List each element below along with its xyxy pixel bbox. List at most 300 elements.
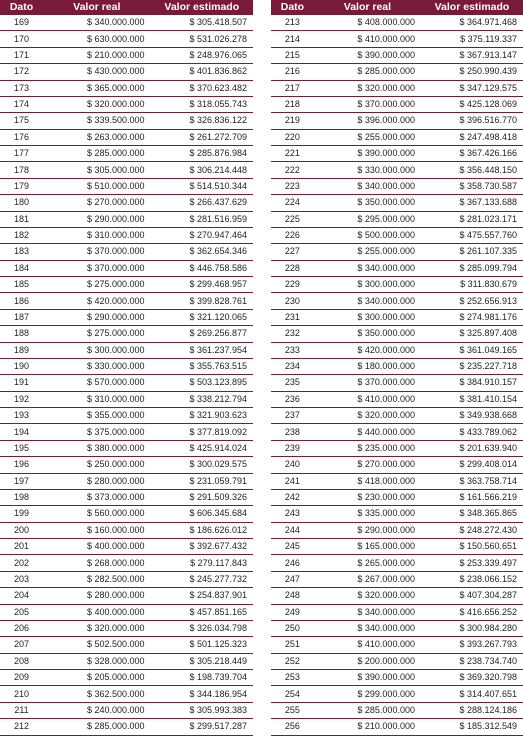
table-row bbox=[271, 358, 523, 374]
table-row bbox=[271, 489, 523, 505]
cell-valor-estimado: $ 501.125.323 bbox=[151, 637, 253, 653]
cell-dato: 228 bbox=[271, 260, 314, 276]
cell-valor-real: $ 200.000.000 bbox=[314, 653, 421, 669]
cell-valor-estimado: $ 457.851.165 bbox=[151, 604, 253, 620]
table-row bbox=[0, 702, 253, 718]
cell-valor-real: $ 320.000.000 bbox=[43, 96, 151, 112]
table-row bbox=[271, 309, 523, 325]
cell-valor-estimado: $ 248.272.430 bbox=[421, 522, 523, 538]
table-row bbox=[271, 653, 523, 669]
cell-valor-real: $ 290.000.000 bbox=[314, 522, 421, 538]
cell-valor-estimado: $ 250.990.439 bbox=[421, 64, 523, 80]
table-row bbox=[271, 719, 523, 735]
cell-valor-real: $ 310.000.000 bbox=[43, 227, 151, 243]
table-row bbox=[0, 571, 253, 587]
cell-dato: 199 bbox=[0, 506, 43, 522]
cell-dato: 192 bbox=[0, 391, 43, 407]
table-row bbox=[0, 15, 253, 31]
cell-dato: 172 bbox=[0, 64, 43, 80]
cell-valor-real: $ 390.000.000 bbox=[314, 670, 421, 686]
cell-valor-real: $ 365.000.000 bbox=[43, 80, 151, 96]
cell-dato: 191 bbox=[0, 375, 43, 391]
cell-valor-real: $ 285.000.000 bbox=[43, 719, 151, 735]
table-row bbox=[271, 702, 523, 718]
cell-dato: 201 bbox=[0, 539, 43, 555]
cell-valor-real: $ 235.000.000 bbox=[314, 440, 421, 456]
cell-valor-real: $ 390.000.000 bbox=[314, 47, 421, 63]
cell-dato: 248 bbox=[271, 588, 314, 604]
cell-valor-estimado: $ 396.516.770 bbox=[421, 113, 523, 129]
cell-valor-real: $ 340.000.000 bbox=[314, 620, 421, 636]
cell-valor-real: $ 160.000.000 bbox=[43, 522, 151, 538]
cell-valor-real: $ 400.000.000 bbox=[43, 604, 151, 620]
cell-valor-estimado: $ 384.910.157 bbox=[421, 375, 523, 391]
cell-valor-estimado: $ 318.055.743 bbox=[151, 96, 253, 112]
cell-valor-real: $ 330.000.000 bbox=[314, 162, 421, 178]
cell-dato: 252 bbox=[271, 653, 314, 669]
cell-dato: 237 bbox=[271, 408, 314, 424]
cell-dato: 207 bbox=[0, 637, 43, 653]
table-row bbox=[271, 129, 523, 145]
cell-dato: 214 bbox=[271, 31, 314, 47]
cell-valor-estimado: $ 305.418.507 bbox=[151, 15, 253, 31]
cell-valor-real: $ 420.000.000 bbox=[314, 342, 421, 358]
cell-dato: 210 bbox=[0, 686, 43, 702]
table-row bbox=[271, 146, 523, 162]
table-row bbox=[0, 555, 253, 571]
cell-valor-real: $ 275.000.000 bbox=[43, 326, 151, 342]
cell-valor-real: $ 268.000.000 bbox=[43, 555, 151, 571]
cell-valor-real: $ 510.000.000 bbox=[43, 178, 151, 194]
cell-valor-estimado: $ 363.758.714 bbox=[421, 473, 523, 489]
cell-valor-real: $ 375.000.000 bbox=[43, 424, 151, 440]
table-row bbox=[0, 391, 253, 407]
cell-valor-real: $ 320.000.000 bbox=[314, 80, 421, 96]
table-row bbox=[271, 539, 523, 555]
cell-valor-estimado: $ 348.365.865 bbox=[421, 506, 523, 522]
cell-dato: 171 bbox=[0, 47, 43, 63]
cell-dato: 231 bbox=[271, 309, 314, 325]
cell-dato: 197 bbox=[0, 473, 43, 489]
table-row bbox=[0, 440, 253, 456]
cell-valor-estimado: $ 270.947.464 bbox=[151, 227, 253, 243]
cell-dato: 223 bbox=[271, 178, 314, 194]
cell-dato: 169 bbox=[0, 15, 43, 31]
cell-dato: 213 bbox=[271, 15, 314, 31]
cell-dato: 176 bbox=[0, 129, 43, 145]
table-row bbox=[0, 129, 253, 145]
cell-valor-estimado: $ 279.117.843 bbox=[151, 555, 253, 571]
cell-valor-estimado: $ 375.119.337 bbox=[421, 31, 523, 47]
table-row bbox=[271, 178, 523, 194]
cell-valor-real: $ 410.000.000 bbox=[314, 31, 421, 47]
table-row bbox=[0, 473, 253, 489]
table-row bbox=[0, 686, 253, 702]
cell-dato: 254 bbox=[271, 686, 314, 702]
cell-valor-real: $ 390.000.000 bbox=[314, 146, 421, 162]
cell-valor-estimado: $ 361.049.165 bbox=[421, 342, 523, 358]
cell-valor-real: $ 328.000.000 bbox=[43, 653, 151, 669]
table-row bbox=[271, 342, 523, 358]
table-row bbox=[0, 489, 253, 505]
cell-valor-estimado: $ 321.903.623 bbox=[151, 408, 253, 424]
cell-valor-real: $ 265.000.000 bbox=[314, 555, 421, 571]
cell-valor-estimado: $ 299.517.287 bbox=[151, 719, 253, 735]
data-table-right bbox=[271, 0, 523, 736]
cell-valor-estimado: $ 503.123.895 bbox=[151, 375, 253, 391]
table-row bbox=[271, 686, 523, 702]
cell-dato: 249 bbox=[271, 604, 314, 620]
cell-dato: 236 bbox=[271, 391, 314, 407]
cell-valor-estimado: $ 299.468.957 bbox=[151, 277, 253, 293]
table-row bbox=[0, 408, 253, 424]
table-row bbox=[271, 80, 523, 96]
cell-dato: 200 bbox=[0, 522, 43, 538]
cell-dato: 177 bbox=[0, 146, 43, 162]
cell-valor-real: $ 267.000.000 bbox=[314, 571, 421, 587]
cell-valor-estimado: $ 425.128.069 bbox=[421, 96, 523, 112]
table-row bbox=[271, 670, 523, 686]
cell-dato: 181 bbox=[0, 211, 43, 227]
cell-valor-estimado: $ 361.237.954 bbox=[151, 342, 253, 358]
table-row bbox=[271, 571, 523, 587]
cell-valor-estimado: $ 356.448.150 bbox=[421, 162, 523, 178]
cell-valor-real: $ 340.000.000 bbox=[314, 293, 421, 309]
cell-valor-real: $ 370.000.000 bbox=[314, 96, 421, 112]
cell-valor-estimado: $ 252.656.913 bbox=[421, 293, 523, 309]
cell-valor-estimado: $ 253.339.497 bbox=[421, 555, 523, 571]
cell-valor-estimado: $ 367.913.147 bbox=[421, 47, 523, 63]
cell-dato: 193 bbox=[0, 408, 43, 424]
cell-dato: 203 bbox=[0, 571, 43, 587]
cell-valor-real: $ 502.500.000 bbox=[43, 637, 151, 653]
table-row bbox=[271, 64, 523, 80]
cell-dato: 174 bbox=[0, 96, 43, 112]
cell-dato: 215 bbox=[271, 47, 314, 63]
cell-dato: 212 bbox=[0, 719, 43, 735]
cell-valor-real: $ 282.500.000 bbox=[43, 571, 151, 587]
cell-valor-estimado: $ 185.312.549 bbox=[421, 719, 523, 735]
cell-valor-estimado: $ 186.626.012 bbox=[151, 522, 253, 538]
data-table-left bbox=[0, 0, 253, 736]
cell-valor-real: $ 285.000.000 bbox=[314, 702, 421, 718]
cell-dato: 250 bbox=[271, 620, 314, 636]
cell-dato: 230 bbox=[271, 293, 314, 309]
cell-dato: 206 bbox=[0, 620, 43, 636]
cell-valor-estimado: $ 266.437.629 bbox=[151, 195, 253, 211]
cell-valor-estimado: $ 248.976.065 bbox=[151, 47, 253, 63]
cell-dato: 244 bbox=[271, 522, 314, 538]
cell-valor-real: $ 205.000.000 bbox=[43, 670, 151, 686]
cell-valor-real: $ 180.000.000 bbox=[314, 358, 421, 374]
cell-valor-real: $ 320.000.000 bbox=[314, 588, 421, 604]
cell-valor-estimado: $ 433.789.062 bbox=[421, 424, 523, 440]
cell-valor-estimado: $ 254.837.901 bbox=[151, 588, 253, 604]
cell-valor-estimado: $ 285.099.794 bbox=[421, 260, 523, 276]
cell-dato: 198 bbox=[0, 489, 43, 505]
table-row bbox=[271, 15, 523, 31]
table-row bbox=[271, 326, 523, 342]
header-dato: Dato bbox=[0, 0, 43, 15]
table-row bbox=[271, 457, 523, 473]
cell-valor-estimado: $ 364.971.468 bbox=[421, 15, 523, 31]
cell-dato: 188 bbox=[0, 326, 43, 342]
cell-dato: 255 bbox=[271, 702, 314, 718]
cell-valor-estimado: $ 311.830.679 bbox=[421, 277, 523, 293]
cell-valor-real: $ 285.000.000 bbox=[314, 64, 421, 80]
cell-valor-estimado: $ 377.819.092 bbox=[151, 424, 253, 440]
cell-valor-estimado: $ 201.639.940 bbox=[421, 440, 523, 456]
table-row bbox=[0, 604, 253, 620]
cell-dato: 204 bbox=[0, 588, 43, 604]
cell-valor-real: $ 275.000.000 bbox=[43, 277, 151, 293]
cell-valor-estimado: $ 321.120.065 bbox=[151, 309, 253, 325]
cell-valor-real: $ 255.000.000 bbox=[314, 129, 421, 145]
cell-valor-estimado: $ 261.272.709 bbox=[151, 129, 253, 145]
cell-valor-estimado: $ 281.023.171 bbox=[421, 211, 523, 227]
cell-valor-real: $ 418.000.000 bbox=[314, 473, 421, 489]
table-row bbox=[0, 457, 253, 473]
table-row bbox=[0, 260, 253, 276]
cell-valor-estimado: $ 285.876.984 bbox=[151, 146, 253, 162]
cell-valor-estimado: $ 314.407.651 bbox=[421, 686, 523, 702]
table-row bbox=[0, 64, 253, 80]
table-row bbox=[0, 211, 253, 227]
cell-valor-real: $ 210.000.000 bbox=[314, 719, 421, 735]
cell-valor-real: $ 165.000.000 bbox=[314, 539, 421, 555]
cell-valor-real: $ 230.000.000 bbox=[314, 489, 421, 505]
header-valor-estimado: Valor estimado bbox=[421, 0, 523, 15]
cell-dato: 247 bbox=[271, 571, 314, 587]
table-row bbox=[271, 522, 523, 538]
table-row bbox=[271, 588, 523, 604]
cell-valor-real: $ 255.000.000 bbox=[314, 244, 421, 260]
cell-valor-estimado: $ 291.509.326 bbox=[151, 489, 253, 505]
cell-dato: 243 bbox=[271, 506, 314, 522]
cell-valor-estimado: $ 355.763.515 bbox=[151, 358, 253, 374]
cell-valor-real: $ 335.000.000 bbox=[314, 506, 421, 522]
table-row bbox=[0, 506, 253, 522]
cell-dato: 232 bbox=[271, 326, 314, 342]
table-row bbox=[0, 653, 253, 669]
cell-dato: 241 bbox=[271, 473, 314, 489]
cell-valor-real: $ 370.000.000 bbox=[314, 375, 421, 391]
cell-dato: 240 bbox=[271, 457, 314, 473]
table-row bbox=[0, 719, 253, 735]
cell-valor-real: $ 440.000.000 bbox=[314, 424, 421, 440]
cell-valor-real: $ 339.500.000 bbox=[43, 113, 151, 129]
table-row bbox=[0, 522, 253, 538]
cell-valor-real: $ 280.000.000 bbox=[43, 473, 151, 489]
cell-dato: 178 bbox=[0, 162, 43, 178]
cell-dato: 222 bbox=[271, 162, 314, 178]
table-row bbox=[271, 211, 523, 227]
cell-dato: 253 bbox=[271, 670, 314, 686]
table-row bbox=[271, 375, 523, 391]
cell-valor-estimado: $ 393.267.793 bbox=[421, 637, 523, 653]
cell-dato: 186 bbox=[0, 293, 43, 309]
cell-dato: 184 bbox=[0, 260, 43, 276]
cell-valor-real: $ 560.000.000 bbox=[43, 506, 151, 522]
cell-valor-estimado: $ 367.133.688 bbox=[421, 195, 523, 211]
cell-valor-estimado: $ 281.516.959 bbox=[151, 211, 253, 227]
cell-valor-real: $ 290.000.000 bbox=[43, 309, 151, 325]
cell-dato: 205 bbox=[0, 604, 43, 620]
cell-valor-estimado: $ 238.066.152 bbox=[421, 571, 523, 587]
table-row bbox=[0, 670, 253, 686]
cell-valor-real: $ 285.000.000 bbox=[43, 146, 151, 162]
cell-dato: 234 bbox=[271, 358, 314, 374]
cell-valor-estimado: $ 306.214.448 bbox=[151, 162, 253, 178]
cell-valor-real: $ 280.000.000 bbox=[43, 588, 151, 604]
cell-valor-estimado: $ 288.124.186 bbox=[421, 702, 523, 718]
cell-valor-real: $ 295.000.000 bbox=[314, 211, 421, 227]
table-row bbox=[271, 424, 523, 440]
table-row bbox=[271, 162, 523, 178]
cell-valor-real: $ 330.000.000 bbox=[43, 358, 151, 374]
table-row bbox=[271, 195, 523, 211]
cell-dato: 216 bbox=[271, 64, 314, 80]
cell-valor-real: $ 355.000.000 bbox=[43, 408, 151, 424]
cell-valor-real: $ 570.000.000 bbox=[43, 375, 151, 391]
cell-valor-real: $ 299.000.000 bbox=[314, 686, 421, 702]
cell-dato: 211 bbox=[0, 702, 43, 718]
cell-valor-estimado: $ 161.566.219 bbox=[421, 489, 523, 505]
cell-dato: 173 bbox=[0, 80, 43, 96]
table-row bbox=[0, 309, 253, 325]
cell-dato: 195 bbox=[0, 440, 43, 456]
cell-valor-estimado: $ 425.914.024 bbox=[151, 440, 253, 456]
cell-valor-real: $ 410.000.000 bbox=[314, 637, 421, 653]
table-row bbox=[271, 227, 523, 243]
table-row bbox=[271, 277, 523, 293]
table-row bbox=[0, 227, 253, 243]
cell-valor-real: $ 370.000.000 bbox=[43, 244, 151, 260]
table-row bbox=[0, 293, 253, 309]
table-row bbox=[271, 31, 523, 47]
cell-dato: 245 bbox=[271, 539, 314, 555]
cell-valor-estimado: $ 300.029.575 bbox=[151, 457, 253, 473]
cell-valor-real: $ 270.000.000 bbox=[43, 195, 151, 211]
cell-valor-real: $ 430.000.000 bbox=[43, 64, 151, 80]
cell-valor-real: $ 270.000.000 bbox=[314, 457, 421, 473]
cell-valor-estimado: $ 407.304.287 bbox=[421, 588, 523, 604]
cell-dato: 221 bbox=[271, 146, 314, 162]
cell-valor-estimado: $ 347.129.575 bbox=[421, 80, 523, 96]
cell-dato: 170 bbox=[0, 31, 43, 47]
header-dato: Dato bbox=[271, 0, 314, 15]
table-row bbox=[271, 637, 523, 653]
cell-valor-estimado: $ 305.218.449 bbox=[151, 653, 253, 669]
cell-dato: 256 bbox=[271, 719, 314, 735]
cell-valor-estimado: $ 247.498.418 bbox=[421, 129, 523, 145]
table-row bbox=[0, 539, 253, 555]
cell-valor-real: $ 362.500.000 bbox=[43, 686, 151, 702]
cell-valor-estimado: $ 446.758.586 bbox=[151, 260, 253, 276]
table-row bbox=[0, 244, 253, 260]
table-row bbox=[0, 326, 253, 342]
cell-valor-estimado: $ 349.938.668 bbox=[421, 408, 523, 424]
cell-valor-real: $ 320.000.000 bbox=[43, 620, 151, 636]
cell-valor-estimado: $ 475.557.760 bbox=[421, 227, 523, 243]
table-row bbox=[271, 244, 523, 260]
table-row bbox=[0, 277, 253, 293]
cell-dato: 208 bbox=[0, 653, 43, 669]
cell-dato: 183 bbox=[0, 244, 43, 260]
cell-valor-real: $ 420.000.000 bbox=[43, 293, 151, 309]
cell-valor-real: $ 340.000.000 bbox=[43, 15, 151, 31]
cell-valor-estimado: $ 325.897.408 bbox=[421, 326, 523, 342]
table-row bbox=[0, 195, 253, 211]
cell-valor-estimado: $ 531.026.278 bbox=[151, 31, 253, 47]
table-row bbox=[271, 293, 523, 309]
table-row bbox=[0, 178, 253, 194]
cell-dato: 194 bbox=[0, 424, 43, 440]
cell-valor-estimado: $ 274.981.176 bbox=[421, 309, 523, 325]
header-row bbox=[0, 0, 253, 15]
cell-valor-estimado: $ 344.186.954 bbox=[151, 686, 253, 702]
cell-valor-real: $ 350.000.000 bbox=[314, 326, 421, 342]
cell-dato: 202 bbox=[0, 555, 43, 571]
table-row bbox=[0, 637, 253, 653]
cell-valor-estimado: $ 238.734.740 bbox=[421, 653, 523, 669]
cell-dato: 189 bbox=[0, 342, 43, 358]
table-row bbox=[271, 555, 523, 571]
cell-valor-real: $ 396.000.000 bbox=[314, 113, 421, 129]
cell-valor-real: $ 500.000.000 bbox=[314, 227, 421, 243]
cell-valor-estimado: $ 381.410.154 bbox=[421, 391, 523, 407]
cell-valor-real: $ 400.000.000 bbox=[43, 539, 151, 555]
cell-dato: 242 bbox=[271, 489, 314, 505]
cell-dato: 251 bbox=[271, 637, 314, 653]
cell-valor-real: $ 290.000.000 bbox=[43, 211, 151, 227]
cell-dato: 235 bbox=[271, 375, 314, 391]
cell-dato: 246 bbox=[271, 555, 314, 571]
cell-dato: 209 bbox=[0, 670, 43, 686]
cell-dato: 229 bbox=[271, 277, 314, 293]
cell-valor-real: $ 300.000.000 bbox=[43, 342, 151, 358]
cell-valor-real: $ 373.000.000 bbox=[43, 489, 151, 505]
cell-valor-real: $ 210.000.000 bbox=[43, 47, 151, 63]
table-row bbox=[0, 162, 253, 178]
cell-valor-real: $ 630.000.000 bbox=[43, 31, 151, 47]
cell-valor-real: $ 300.000.000 bbox=[314, 277, 421, 293]
cell-valor-estimado: $ 150.560.651 bbox=[421, 539, 523, 555]
cell-valor-estimado: $ 305.993.383 bbox=[151, 702, 253, 718]
cell-valor-real: $ 240.000.000 bbox=[43, 702, 151, 718]
cell-dato: 182 bbox=[0, 227, 43, 243]
cell-dato: 225 bbox=[271, 211, 314, 227]
cell-valor-real: $ 410.000.000 bbox=[314, 391, 421, 407]
table-row bbox=[0, 342, 253, 358]
table-row bbox=[271, 391, 523, 407]
cell-dato: 224 bbox=[271, 195, 314, 211]
cell-valor-real: $ 305.000.000 bbox=[43, 162, 151, 178]
cell-valor-real: $ 408.000.000 bbox=[314, 15, 421, 31]
cell-valor-real: $ 370.000.000 bbox=[43, 260, 151, 276]
cell-dato: 179 bbox=[0, 178, 43, 194]
cell-valor-estimado: $ 369.320.798 bbox=[421, 670, 523, 686]
table-row bbox=[0, 31, 253, 47]
table-row bbox=[271, 506, 523, 522]
header-row bbox=[271, 0, 523, 15]
cell-valor-estimado: $ 261.107.335 bbox=[421, 244, 523, 260]
cell-dato: 233 bbox=[271, 342, 314, 358]
table-row bbox=[271, 440, 523, 456]
cell-valor-real: $ 320.000.000 bbox=[314, 408, 421, 424]
cell-valor-estimado: $ 367.426.166 bbox=[421, 146, 523, 162]
cell-valor-real: $ 340.000.000 bbox=[314, 178, 421, 194]
